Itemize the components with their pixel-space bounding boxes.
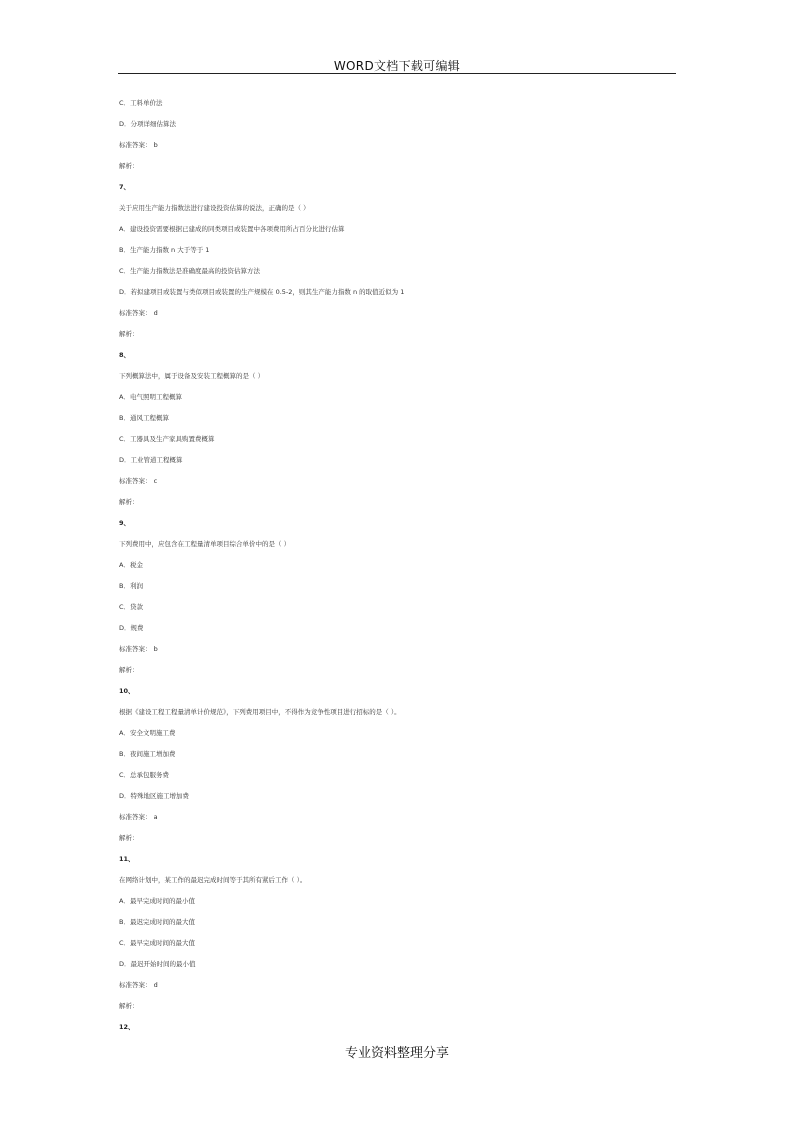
text-line: 解析： bbox=[119, 666, 139, 674]
text-line: A．建设投资需要根据已建成的同类项目或装置中各项费用所占百分比进行估算 bbox=[119, 225, 345, 233]
text-line: 标准答案： d bbox=[119, 981, 158, 989]
text-line: A．电气照明工程概算 bbox=[119, 393, 182, 401]
text-line: A．安全文明施工费 bbox=[119, 729, 176, 737]
text-line: 下列费用中，应包含在工程量清单项目综合单价中的是（ ） bbox=[119, 540, 291, 548]
text-line: A．最早完成时间的最小值 bbox=[119, 897, 195, 905]
text-line: C．贷款 bbox=[119, 603, 144, 611]
text-line: 关于应用生产能力指数法进行建设投资估算的说法，正确的是（ ） bbox=[119, 204, 310, 212]
text-line: 解析： bbox=[119, 162, 139, 170]
text-line: B．夜间施工增加费 bbox=[119, 750, 176, 758]
text-line: 12、 bbox=[119, 1023, 135, 1031]
text-line: C．生产能力指数法是准确度最高的投资估算方法 bbox=[119, 267, 261, 275]
text-line: C．最早完成时间的最大值 bbox=[119, 939, 196, 947]
text-line: D．若拟建项目或装置与类似项目或装置的生产规模在 0.5-2，则其生产能力指数 n 的取值近似为 1 bbox=[119, 288, 405, 296]
question-content bbox=[119, 99, 679, 1044]
text-line: 标准答案： c bbox=[119, 477, 158, 485]
text-line: 标准答案： b bbox=[119, 141, 158, 149]
text-line: B．通风工程概算 bbox=[119, 414, 169, 422]
text-line: D．规费 bbox=[119, 624, 144, 632]
text-line: 解析： bbox=[119, 498, 139, 506]
text-line: 7、 bbox=[119, 183, 131, 191]
text-line: 8、 bbox=[119, 351, 131, 359]
text-line: 标准答案： d bbox=[119, 309, 158, 317]
text-line: 11、 bbox=[119, 855, 135, 863]
page-footer-text: 专业资料整理分享 bbox=[344, 1046, 449, 1061]
text-line: 标准答案： a bbox=[119, 813, 158, 821]
text-line: 下列概算法中，属于设备及安装工程概算的是（ ） bbox=[119, 372, 265, 380]
text-line: B．最迟完成时间的最大值 bbox=[119, 918, 195, 926]
text-line: A．税金 bbox=[119, 561, 143, 569]
text-line: 根据《建设工程工程量清单计价规范》，下列费用项目中，不得作为竞争性项目进行招标的是（ ）。 bbox=[119, 708, 401, 716]
text-line: B．利润 bbox=[119, 582, 143, 590]
text-line: D．特殊地区施工增加费 bbox=[119, 792, 190, 800]
text-line: 10、 bbox=[119, 687, 135, 695]
text-line: B．生产能力指数 n 大于等于 1 bbox=[119, 246, 210, 254]
text-line: D．分项详细估算法 bbox=[119, 120, 177, 128]
text-line: C．工料单价法 bbox=[119, 99, 163, 107]
text-line: D．最迟开始时间的最小值 bbox=[119, 960, 196, 968]
text-line: 9、 bbox=[119, 519, 131, 527]
text-line: D．工业管道工程概算 bbox=[119, 456, 183, 464]
text-line: C．总承包服务费 bbox=[119, 771, 170, 779]
text-line: C．工器具及生产家具购置费概算 bbox=[119, 435, 215, 443]
text-line: 解析： bbox=[119, 834, 139, 842]
text-line: 解析： bbox=[119, 330, 139, 338]
text-line: 标准答案： b bbox=[119, 645, 158, 653]
text-line: 解析： bbox=[119, 1002, 139, 1010]
header-divider bbox=[118, 73, 676, 74]
text-line: 在网络计划中，某工作的最迟完成时间等于其所有紧后工作（ ）。 bbox=[119, 876, 307, 884]
page-header-title: WORD文档下载可编辑 bbox=[333, 59, 461, 73]
